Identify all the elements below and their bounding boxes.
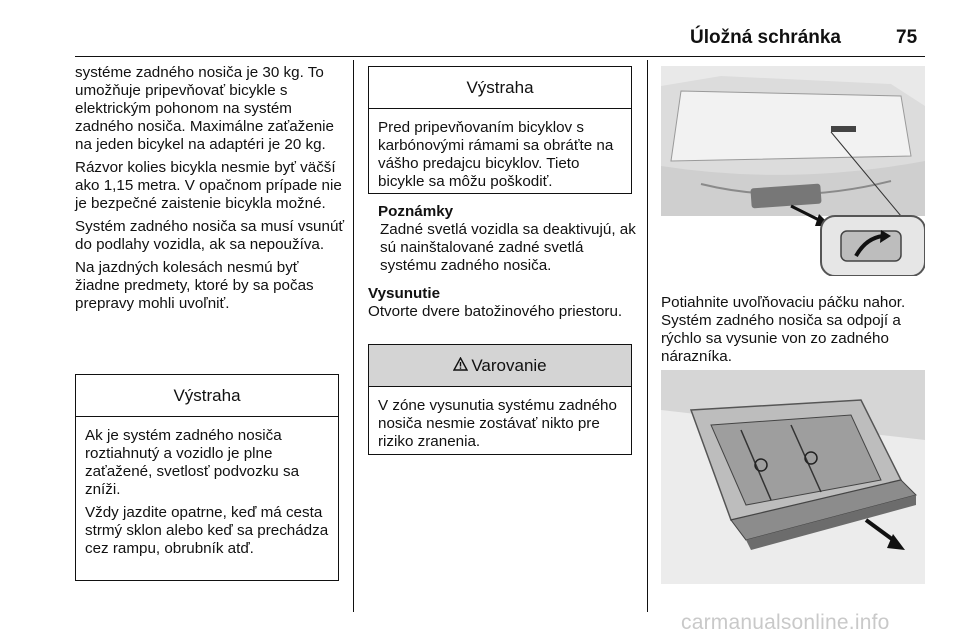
warning-box <box>368 344 632 455</box>
paragraph: Na jazdných kolesách nesmú byť žiadne predmety, ktoré by sa počas prepravy mohli uvoľniť. <box>75 259 314 312</box>
caution-box-title: Výstraha <box>369 67 631 109</box>
paragraph: systéme zadného nosiča je 30 kg. To umožňuje pripevňovať bicykle s elektrickým pohonom na systém zadného nosiča. Maximálne zaťaženie na jeden bicykel na adaptéri je 20 kg. <box>75 64 334 153</box>
warning-triangle-icon <box>453 346 468 387</box>
warning-text: V zóne vysunutia systému zadného nosiča nesmie zostávať nikto pre riziko zranenia. <box>378 397 617 450</box>
page-title: Úložná schránka <box>690 27 841 48</box>
caption-text: Potiahnite uvoľňovaciu páčku nahor. Systém zadného nosiča sa odpojí a rýchlo sa vysunie von zo zadného nárazníka. <box>661 294 906 365</box>
warning-box-title: Varovanie <box>471 356 547 375</box>
note-block <box>378 203 638 275</box>
caution-box-carbon <box>368 66 632 194</box>
header-rule <box>75 56 925 57</box>
paragraph: Rázvor kolies bicykla nesmie byť väčší ako 1,15 metra. V opačnom prípade nie je bezpečné zaistenie bicykla možné. <box>75 159 342 212</box>
caution-text: Ak je systém zadného nosiča roztiahnutý a vozidlo je plne zaťažené, svetlosť podvozku sa zníži. <box>85 427 300 498</box>
figure-release-lever <box>661 66 925 276</box>
note-title: Poznámky <box>378 203 454 220</box>
note-text: Zadné svetlá vozidla sa deaktivujú, ak sú nainštalované zadné svetlá systému zadného nosiča. <box>380 221 636 274</box>
watermark: carmanualsonline.info <box>681 611 890 634</box>
caution-text: Pred pripevňovaním bicyklov s karbónovými rámami sa obráťte na vášho predajcu bicyklov. Tieto bicykle sa môžu poškodiť. <box>378 119 614 190</box>
caution-box <box>75 374 339 581</box>
caution-box-title: Výstraha <box>76 375 338 417</box>
section-extend <box>368 285 638 321</box>
paragraph: Systém zadného nosiča sa musí vsunúť do podlahy vozidla, ak sa nepoužíva. <box>75 218 345 253</box>
figure-extended-carrier <box>661 370 925 584</box>
section-heading: Vysunutie <box>368 285 441 302</box>
warning-box-header <box>369 345 631 387</box>
page-number: 75 <box>896 27 918 48</box>
column-divider-1 <box>353 60 354 612</box>
caution-text: Vždy jazdite opatrne, keď má cesta strmý sklon alebo keď sa prechádza cez rampu, obrubník atď. <box>85 504 329 557</box>
figure-caption <box>661 294 925 366</box>
section-text: Otvorte dvere batožinového priestoru. <box>368 303 623 320</box>
column-1 <box>75 64 345 318</box>
column-divider-2 <box>647 60 648 612</box>
